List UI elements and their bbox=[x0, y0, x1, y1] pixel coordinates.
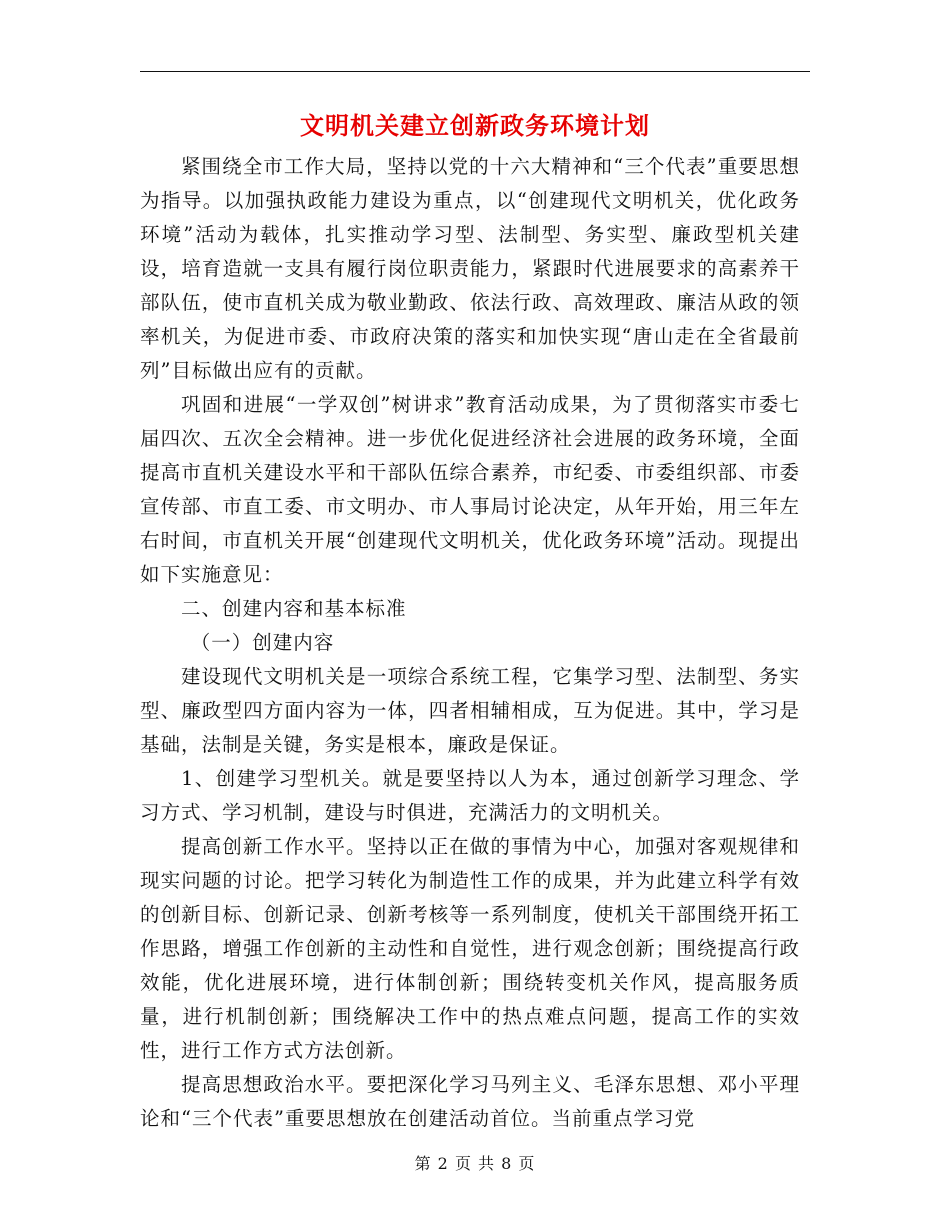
paragraph-political-theory: 提高思想政治水平。要把深化学习马列主义、毛泽东思想、邓小平理论和“三个代表”重要思想放在创建活动首位。当前重点学习党 bbox=[140, 1073, 800, 1130]
document-title: 文明机关建立创新政务环境计划 bbox=[300, 111, 650, 140]
paragraph-learning-organization: 1、创建学习型机关。就是要坚持以人为本，通过创新学习理念、学习方式、学习机制，建设与时俱进，充满活力的文明机关。 bbox=[140, 767, 800, 824]
paragraph-background: 巩固和进展“一学双创”树讲求”教育活动成果，为了贯彻落实市委七届四次、五次全会精神。进一步优化促进经济社会进展的政务环境，全面提高市直机关建设水平和干部队伍综合素养，市纪委、市委组织部、市委宣传部、市直工委、市文明办、市人事局讨论决定，从年开始，用三年左右时间，市直机关开展“创建现代文明机关，优化政务环境”活动。现提出如下实施意见： bbox=[140, 393, 800, 586]
section-heading: 二、创建内容和基本标准 bbox=[180, 597, 407, 620]
paragraph-innovation: 提高创新工作水平。坚持以正在做的事情为中心，加强对客观规律和现实问题的讨论。把学习转化为制造性工作的成果，并为此建立科学有效的创新目标、创新记录、创新考核等一系列制度，使机关干部围绕开拓工作思路，增强工作创新的主动性和自觉性，进行观念创新；围绕提高行政效能，优化进展环境，进行体制创新；围绕转变机关作风，提高服务质量，进行机制创新；围绕解决工作中的热点难点问题，提高工作的实效性，进行工作方式方法创新。 bbox=[140, 835, 800, 1062]
paragraph-content-overview: 建设现代文明机关是一项综合系统工程，它集学习型、法制型、务实型、廉政型四方面内容为一体，四者相辅相成，互为促进。其中，学习是基础，法制是关键，务实是根本，廉政是保证。 bbox=[140, 665, 800, 756]
subsection-heading: （一）创建内容 bbox=[190, 631, 335, 654]
paragraph-intro: 紧围绕全市工作大局，坚持以党的十六大精神和“三个代表”重要思想为指导。以加强执政能力建设为重点，以“创建现代文明机关，优化政务环境”活动为载体，扎实推动学习型、法制型、务实型、廉政型机关建设，培育造就一支具有履行岗位职责能力，紧跟时代进展要求的高素养干部队伍，使市直机关成为敬业勤政、依法行政、高效理政、廉洁从政的领率机关，为促进市委、市政府决策的落实和加快实现“唐山走在全省最前列”目标做出应有的贡献。 bbox=[140, 155, 800, 382]
page-number-footer: 第 2 页 共 8 页 bbox=[414, 1154, 536, 1173]
document-body bbox=[140, 150, 800, 1136]
header-rule bbox=[140, 71, 810, 72]
